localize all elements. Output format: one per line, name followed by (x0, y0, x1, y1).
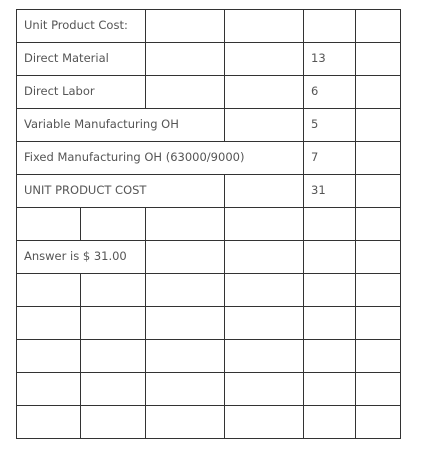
empty-cell (356, 175, 401, 208)
empty-cell (356, 76, 401, 109)
empty-cell (356, 142, 401, 175)
empty-cell (81, 406, 146, 439)
row-label-cell: UNIT PRODUCT COST (17, 175, 225, 208)
empty-cell (146, 373, 225, 406)
empty-cell (356, 241, 401, 274)
table-row (17, 208, 401, 241)
amount-cell (304, 10, 356, 43)
table-row (17, 406, 401, 439)
amount-cell: 6 (304, 76, 356, 109)
empty-cell (304, 340, 356, 373)
empty-cell (225, 406, 304, 439)
empty-cell (146, 10, 225, 43)
empty-cell (146, 274, 225, 307)
empty-cell (356, 340, 401, 373)
empty-cell (146, 76, 225, 109)
table-row (17, 10, 401, 43)
empty-cell (225, 109, 304, 142)
empty-cell (225, 76, 304, 109)
amount-cell: 31 (304, 175, 356, 208)
empty-cell (17, 208, 81, 241)
worksheet (16, 9, 401, 439)
empty-cell (146, 307, 225, 340)
empty-cell (225, 340, 304, 373)
answer-cell: Answer is $ 31.00 (17, 241, 146, 274)
row-label-cell: Variable Manufacturing OH (17, 109, 225, 142)
empty-cell (146, 340, 225, 373)
empty-cell (225, 43, 304, 76)
amount-cell: 13 (304, 43, 356, 76)
empty-cell (304, 241, 356, 274)
empty-cell (225, 175, 304, 208)
empty-cell (81, 340, 146, 373)
empty-cell (17, 406, 81, 439)
empty-cell (356, 406, 401, 439)
table-row (17, 307, 401, 340)
empty-cell (356, 307, 401, 340)
table-row (17, 373, 401, 406)
empty-cell (146, 406, 225, 439)
empty-cell (356, 10, 401, 43)
empty-cell (225, 208, 304, 241)
empty-cell (356, 43, 401, 76)
table-row (17, 142, 401, 175)
empty-cell (81, 208, 146, 241)
table-row (17, 109, 401, 142)
table-row (17, 340, 401, 373)
empty-cell (304, 307, 356, 340)
empty-cell (356, 274, 401, 307)
empty-cell (225, 10, 304, 43)
amount-cell: 5 (304, 109, 356, 142)
empty-cell (146, 208, 225, 241)
empty-cell (225, 274, 304, 307)
empty-cell (225, 307, 304, 340)
empty-cell (17, 307, 81, 340)
empty-cell (304, 406, 356, 439)
empty-cell (17, 373, 81, 406)
empty-cell (146, 43, 225, 76)
empty-cell (304, 208, 356, 241)
cost-table (16, 9, 401, 439)
empty-cell (356, 109, 401, 142)
table-row (17, 76, 401, 109)
empty-cell (304, 274, 356, 307)
empty-cell (304, 373, 356, 406)
empty-cell (17, 340, 81, 373)
empty-cell (225, 241, 304, 274)
row-label-cell: Unit Product Cost: (17, 10, 146, 43)
table-row (17, 175, 401, 208)
empty-cell (81, 274, 146, 307)
empty-cell (356, 373, 401, 406)
empty-cell (146, 241, 225, 274)
row-label-cell: Direct Material (17, 43, 146, 76)
row-label-cell: Fixed Manufacturing OH (63000/9000) (17, 142, 304, 175)
empty-cell (81, 307, 146, 340)
table-row (17, 274, 401, 307)
row-label-cell: Direct Labor (17, 76, 146, 109)
empty-cell (81, 373, 146, 406)
table-row (17, 241, 401, 274)
empty-cell (17, 274, 81, 307)
table-row (17, 43, 401, 76)
empty-cell (356, 208, 401, 241)
empty-cell (225, 373, 304, 406)
amount-cell: 7 (304, 142, 356, 175)
